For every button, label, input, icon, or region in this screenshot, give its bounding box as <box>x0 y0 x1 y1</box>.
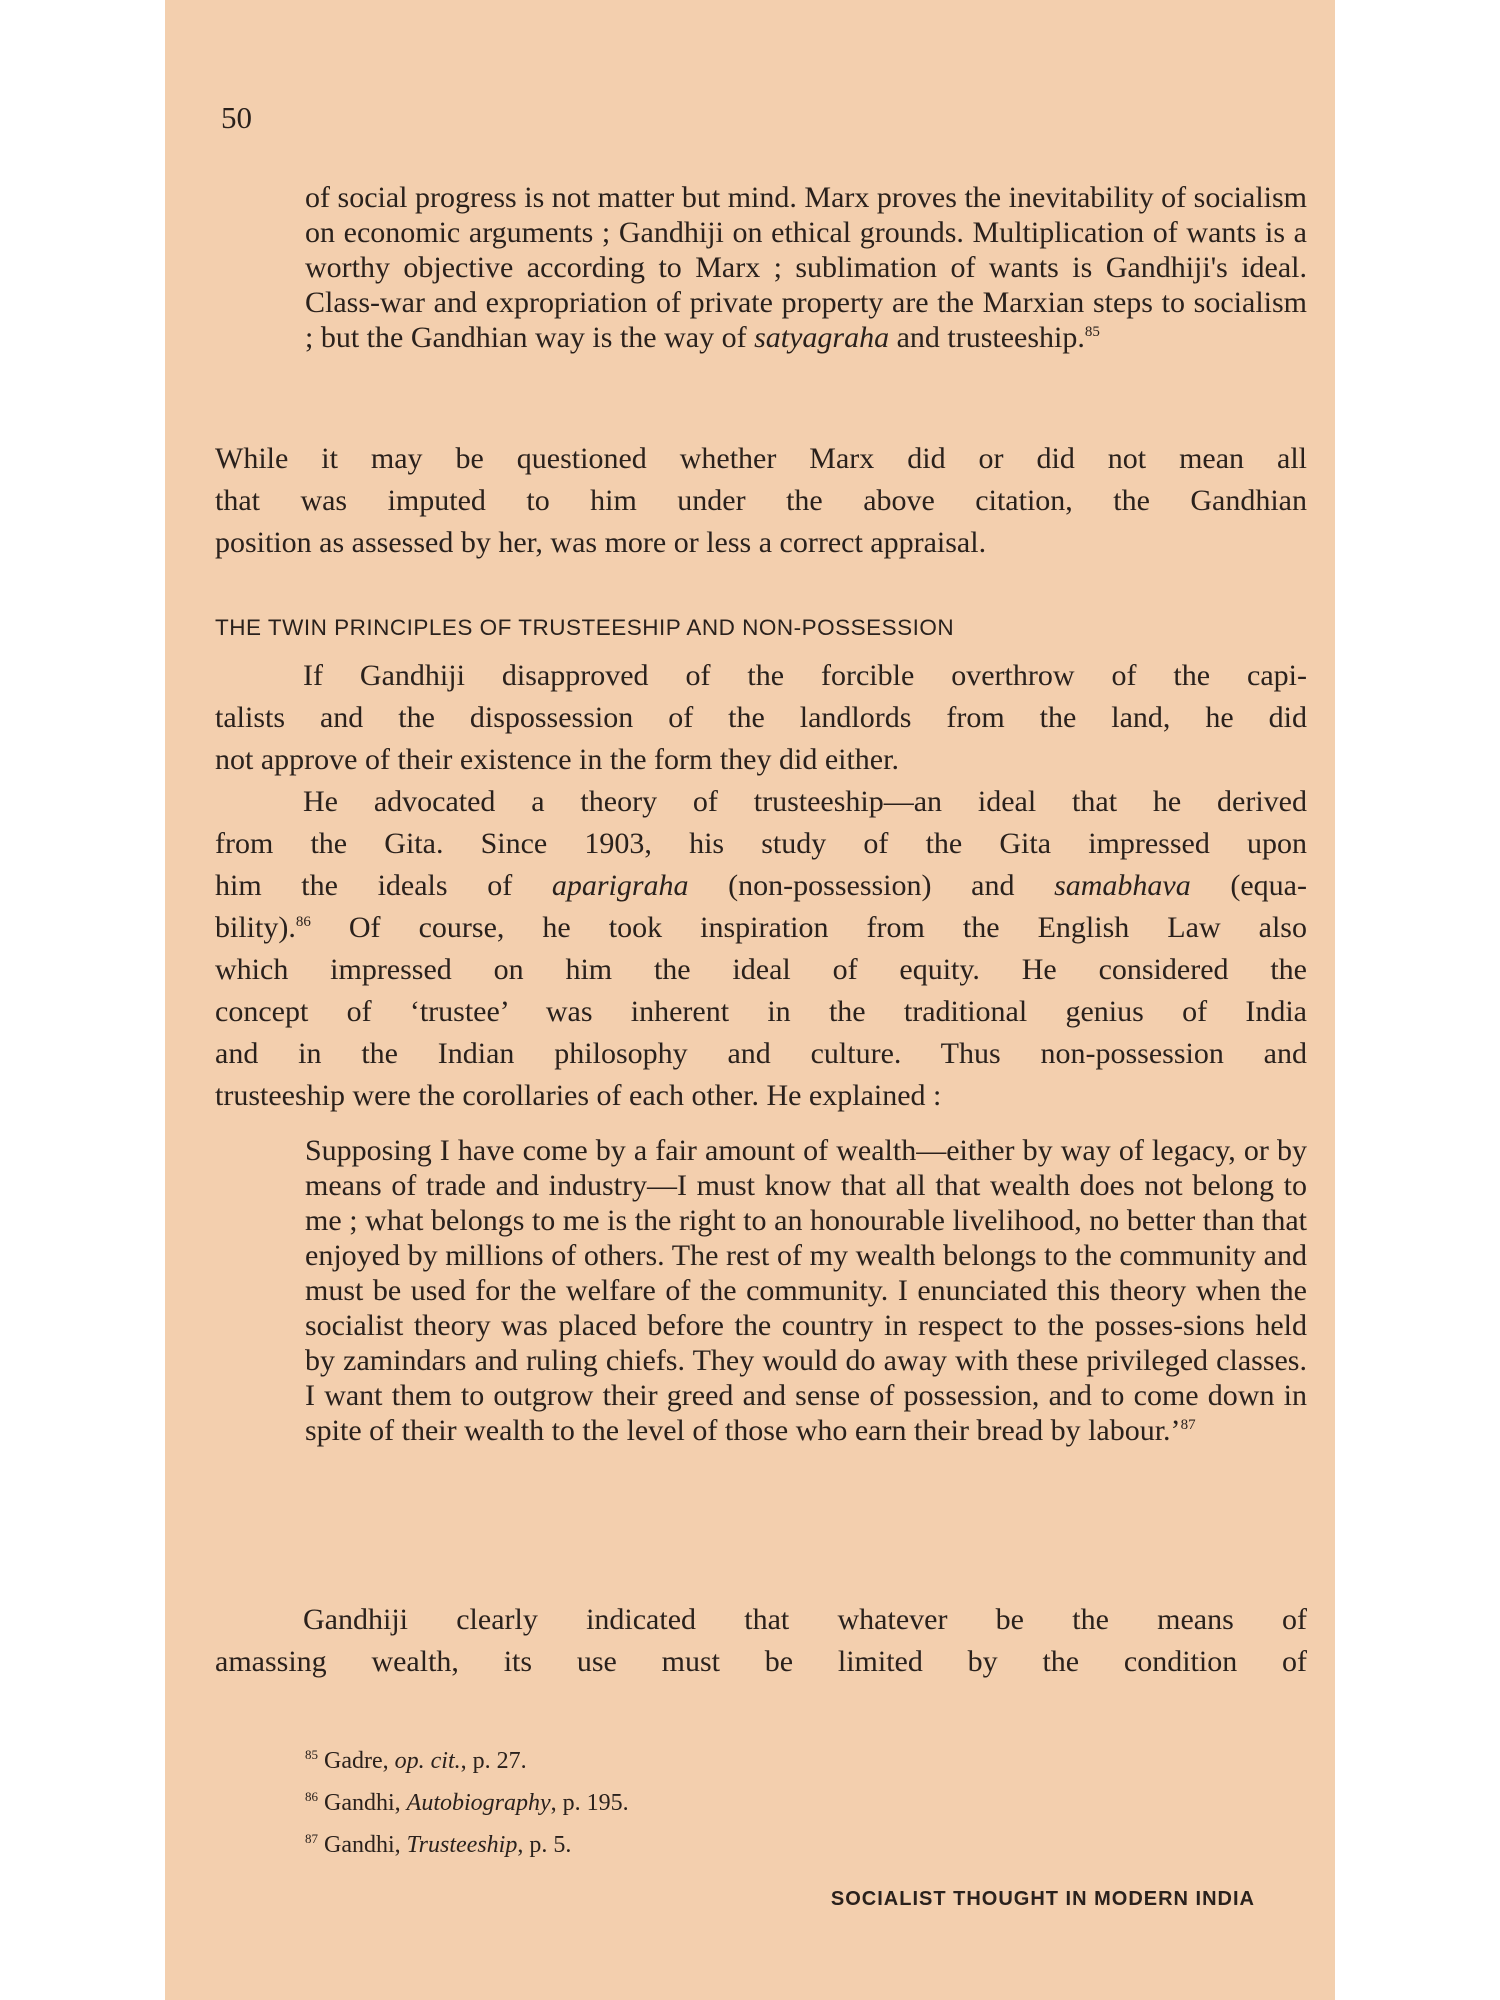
quote-text-end: and trusteeship. <box>889 321 1085 354</box>
footnote-ref: 85 <box>1084 324 1100 340</box>
term-aparigraha: aparigraha <box>551 869 689 902</box>
text-line: not approve of their existence in the form they did either. <box>215 743 899 776</box>
paragraph-trusteeship <box>215 781 1307 1117</box>
text-line: trusteeship were the corollaries of each other. He explained : <box>215 1079 942 1112</box>
footnote-ref: 87 <box>1180 1417 1196 1433</box>
text-line: If Gandhiji disapproved of the forcible overthrow of the capi- <box>303 659 1307 692</box>
footnote: $^{86}$ Gandhi, Autobiography, p. 195. <box>305 1789 629 1816</box>
block-quote-gandhi <box>305 1133 1307 1448</box>
paragraph-disapproval <box>215 655 1307 781</box>
quote-text: Supposing I have come by a fair amount of wealth—either by way of legacy, or by means of trade and industry—I must know that all that wealth does not belong to me ; what belongs to me is the right to an honourable livelihood, no better than that enjoyed by millions of others. The rest of my wealth belongs to the community and must be used for the welfare of the community. I enunciated this theory when the socialist theory was placed before the country in respect to the posses-sions held by zamindars and ruling chiefs. They would do away with these privileged classes. I want them to outgrow their greed and sense of possession, and to come down in spite of their wealth to the level of those who earn their bread by labour.’ <box>305 1134 1307 1447</box>
paragraph-appraisal <box>215 438 1307 564</box>
paragraph-means <box>215 1599 1307 1683</box>
text-line: which impressed on him the ideal of equity. He considered the <box>215 953 1307 986</box>
page-number: 50 <box>221 100 252 135</box>
block-quote-marx <box>305 180 1307 355</box>
footnote-ref: 86 <box>295 914 311 930</box>
text-line: He advocated a theory of trusteeship—an ideal that he derived <box>303 785 1307 818</box>
quote-emphasis: satyagraha <box>754 321 890 354</box>
text-line: talists and the dispossession of the landlords from the land, he did <box>215 701 1307 734</box>
term-samabhava: samabhava <box>1054 869 1191 902</box>
footnote: $^{87}$ Gandhi, Trusteeship, p. 5. <box>305 1831 572 1858</box>
quote-text: of social progress is not matter but mind. Marx proves the inevitability of socialism on economic arguments ; Gandhiji on ethical grounds. Multiplication of wants is a worthy objective according to Marx ; sublimation of wants is Gandhiji's ideal. Class-war and expropriation of private property are the Marxian steps to socialism ; but the Gandhian way is the way of <box>305 181 1307 354</box>
running-footer: SOCIALIST THOUGHT IN MODERN INDIA <box>830 1888 1255 1910</box>
section-heading: THE TWIN PRINCIPLES OF TRUSTEESHIP AND NON-POSSESSION <box>215 615 955 640</box>
text-line: concept of ‘trustee’ was inherent in the traditional genius of India <box>215 995 1307 1028</box>
text-line: from the Gita. Since 1903, his study of the Gita impressed upon <box>215 827 1307 860</box>
text-line: and in the Indian philosophy and culture. Thus non-possession and <box>215 1037 1307 1070</box>
book-page <box>165 0 1335 2000</box>
footnotes <box>305 1737 629 1863</box>
text-line: position as assessed by her, was more or less a correct appraisal. <box>215 526 987 559</box>
text-line: him the ideals of aparigraha (non-possession) and samabhava (equa- <box>215 869 1307 902</box>
footnote: $^{85}$ Gadre, op. cit., p. 27. <box>305 1747 527 1774</box>
text-line: Gandhiji clearly indicated that whatever be the means of <box>303 1603 1307 1636</box>
text-line: amassing wealth, its use must be limited by the condition of <box>215 1645 1307 1678</box>
text-line: While it may be questioned whether Marx did or did not mean all <box>215 442 1307 475</box>
text-line: bility).$^{86}$ Of course, he took inspiration from the English Law also <box>215 911 1307 944</box>
text-line: that was imputed to him under the above citation, the Gandhian <box>215 484 1307 517</box>
